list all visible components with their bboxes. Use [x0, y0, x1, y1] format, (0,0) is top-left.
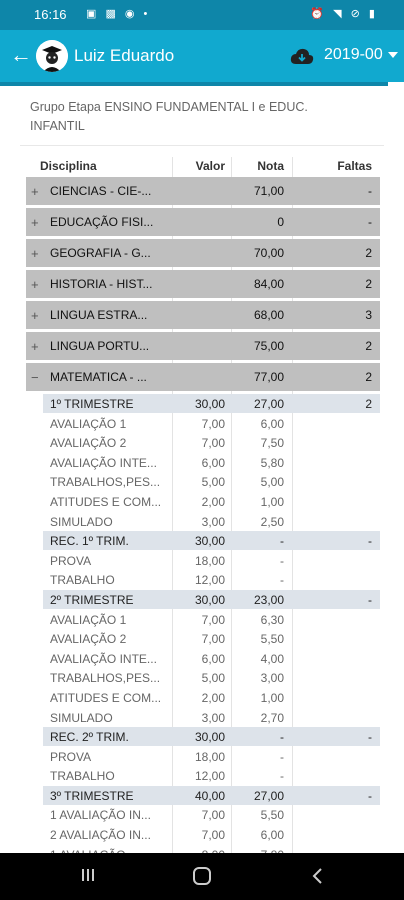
header-accent-bar	[0, 82, 388, 86]
expand-plus-icon[interactable]: +	[31, 246, 39, 261]
header-valor: Valor	[195, 159, 225, 173]
term-row[interactable]: REC. 1º TRIM. 30,00 - -	[26, 531, 380, 551]
grade-item-row: 2 AVALIAÇÃO IN... 7,00 6,00	[50, 828, 284, 843]
subject-row-lingua-estrangeira[interactable]: + LINGUA ESTRA... 68,00 3	[26, 301, 380, 329]
notification-icons: ▣ ▩ ◉ •	[86, 8, 151, 20]
grade-item-row: 1 AVALIAÇÃO IN... 7,00 5,50	[50, 808, 284, 823]
status-time: 16:16	[34, 7, 67, 22]
system-icons: ⏰ ◥ ⊘ ▮	[310, 8, 378, 20]
subject-row-historia[interactable]: + HISTORIA - HIST... 84,00 2	[26, 270, 380, 298]
avatar[interactable]	[36, 40, 68, 72]
cloud-download-icon[interactable]	[290, 47, 314, 65]
grade-item-row: PROVA 18,00 -	[50, 553, 284, 568]
term-row[interactable]: REC. 2º TRIM. 30,00 - -	[26, 727, 380, 747]
expand-plus-icon[interactable]: +	[31, 308, 39, 323]
grade-item-row: SIMULADO 3,00 2,70	[50, 710, 284, 725]
home-icon[interactable]	[193, 867, 211, 885]
header-disciplina: Disciplina	[40, 159, 97, 173]
system-nav-bar	[0, 853, 404, 900]
collapse-minus-icon[interactable]: −	[31, 370, 39, 385]
grade-item-row: PROVA 18,00 -	[50, 749, 284, 764]
header-nota: Nota	[257, 159, 284, 173]
back-arrow-icon[interactable]: ←	[10, 42, 32, 67]
grade-item-row: TRABALHO 12,00 -	[50, 573, 284, 588]
grade-item-row: SIMULADO 3,00 2,50	[50, 514, 284, 529]
term-row[interactable]: 3º TRIMESTRE 40,00 27,00 -	[26, 786, 380, 806]
recent-apps-icon[interactable]	[80, 867, 96, 883]
chevron-down-icon[interactable]	[388, 52, 398, 58]
year-selector[interactable]: 2019-00	[324, 46, 383, 63]
grade-item-row: TRABALHO 12,00 -	[50, 769, 284, 784]
grade-item-row: TRABALHOS,PES... 5,00 3,00	[50, 671, 284, 686]
term-row[interactable]: 1º TRIMESTRE 30,00 27,00 2	[26, 394, 380, 414]
app-bar	[0, 30, 404, 82]
grades-table	[26, 157, 380, 864]
expand-plus-icon[interactable]: +	[31, 215, 39, 230]
subject-row-lingua-portuguesa[interactable]: + LINGUA PORTU... 75,00 2	[26, 332, 380, 360]
grade-item-row: ATITUDES E COM... 2,00 1,00	[50, 690, 284, 705]
status-bar	[0, 0, 404, 30]
grade-item-row: AVALIAÇÃO 2 7,00 7,50	[50, 436, 284, 451]
grade-item-row: AVALIAÇÃO 1 7,00 6,00	[50, 416, 284, 431]
student-name: Luiz Eduardo	[74, 46, 175, 65]
header-faltas: Faltas	[337, 159, 372, 173]
subject-row-educacao-fisica[interactable]: + EDUCAÇÃO FISI... 0 -	[26, 208, 380, 236]
subject-row-matematica[interactable]: − MATEMATICA - ... 77,00 2	[26, 363, 380, 391]
expand-plus-icon[interactable]: +	[31, 339, 39, 354]
divider	[20, 145, 384, 146]
group-label: Grupo Etapa ENSINO FUNDAMENTAL I e EDUC. INFANTIL	[30, 100, 308, 133]
expand-plus-icon[interactable]: +	[31, 184, 39, 199]
grade-item-row: AVALIAÇÃO INTE... 6,00 4,00	[50, 651, 284, 666]
table-header	[26, 157, 380, 177]
grade-item-row: AVALIAÇÃO INTE... 6,00 5,80	[50, 455, 284, 470]
grade-item-row: TRABALHOS,PES... 5,00 5,00	[50, 475, 284, 490]
subject-row-geografia[interactable]: + GEOGRAFIA - G... 70,00 2	[26, 239, 380, 267]
back-icon[interactable]	[310, 867, 324, 885]
expand-plus-icon[interactable]: +	[31, 277, 39, 292]
term-row[interactable]: 2º TRIMESTRE 30,00 23,00 -	[26, 590, 380, 610]
subject-row-ciencias[interactable]: + CIENCIAS - CIE-... 71,00 -	[26, 177, 380, 205]
grade-item-row: ATITUDES E COM... 2,00 1,00	[50, 494, 284, 509]
grade-item-row: AVALIAÇÃO 1 7,00 6,30	[50, 612, 284, 627]
grade-item-row: AVALIAÇÃO 2 7,00 5,50	[50, 632, 284, 647]
